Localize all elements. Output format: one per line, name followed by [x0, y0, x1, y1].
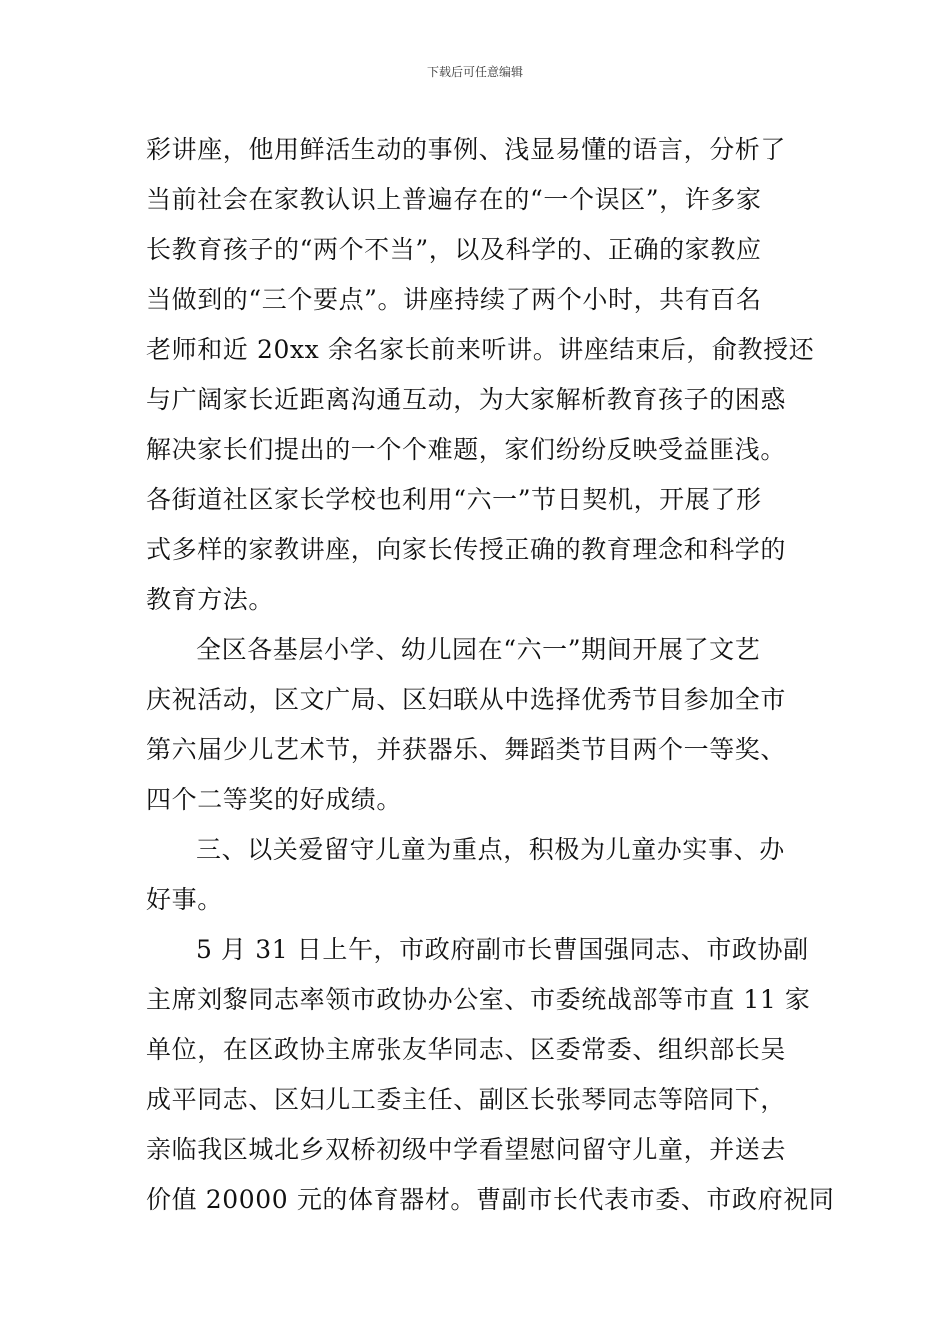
text-line: [146, 925, 811, 975]
text-line-content: 全区各基层小学、幼儿园在“六一”期间开展了文艺: [196, 635, 761, 664]
text-line: 单位，在区政协主席张友华同志、区委常委、组织部长吴: [146, 1035, 787, 1064]
text-line: [146, 825, 811, 875]
text-line: 当前社会在家教认识上普遍存在的“一个误区”，许多家: [146, 185, 762, 214]
text-line: 第六届少儿艺术节，并获器乐、舞蹈类节目两个一等奖、: [146, 735, 787, 764]
paragraph: [146, 625, 811, 825]
text-line: [146, 625, 811, 675]
paragraph: [146, 125, 815, 625]
text-line: 老师和近 20xx 余名家长前来听讲。讲座结束后，俞教授还: [146, 335, 815, 364]
text-line: 价值 20000 元的体育器材。曹副市长代表市委、市政府祝同: [146, 1185, 835, 1214]
text-line: 各街道社区家长学校也利用“六一”节日契机，开展了形: [146, 485, 762, 514]
text-line: 庆祝活动，区文广局、区妇联从中选择优秀节目参加全市: [146, 685, 787, 714]
text-line: 解决家长们提出的一个个难题，家们纷纷反映受益匪浅。: [146, 435, 787, 464]
text-line: 长教育孩子的“两个不当”，以及科学的、正确的家教应: [146, 235, 762, 264]
text-line: 四个二等奖的好成绩。: [146, 785, 403, 814]
text-line: 彩讲座，他用鲜活生动的事例、浅显易懂的语言，分析了: [146, 135, 787, 164]
page-header: 下载后可任意编辑: [426, 65, 523, 79]
text-line: 与广阔家长近距离沟通互动，为大家解析教育孩子的困惑: [146, 385, 787, 414]
text-line: 成平同志、区妇儿工委主任、副区长张琴同志等陪同下，: [146, 1085, 787, 1114]
text-line: 好事。: [146, 885, 223, 914]
text-line: 式多样的家教讲座，向家长传授正确的教育理念和科学的: [146, 535, 787, 564]
document-body: [146, 125, 835, 1225]
paragraph: [146, 925, 835, 1225]
text-line-content: 三、以关爱留守儿童为重点，积极为儿童办实事、办: [196, 835, 785, 864]
text-line: 当做到的“三个要点”。讲座持续了两个小时，共有百名: [146, 285, 762, 314]
paragraph: [146, 825, 811, 925]
text-line: 主席刘黎同志率领市政协办公室、市委统战部等市直 11 家: [146, 985, 811, 1014]
text-line: 亲临我区城北乡双桥初级中学看望慰问留守儿童，并送去: [146, 1135, 787, 1164]
text-line: 教育方法。: [146, 585, 275, 614]
text-line-content: 5 月 31 日上午，市政府副市长曹国强同志、市政协副: [196, 935, 809, 964]
